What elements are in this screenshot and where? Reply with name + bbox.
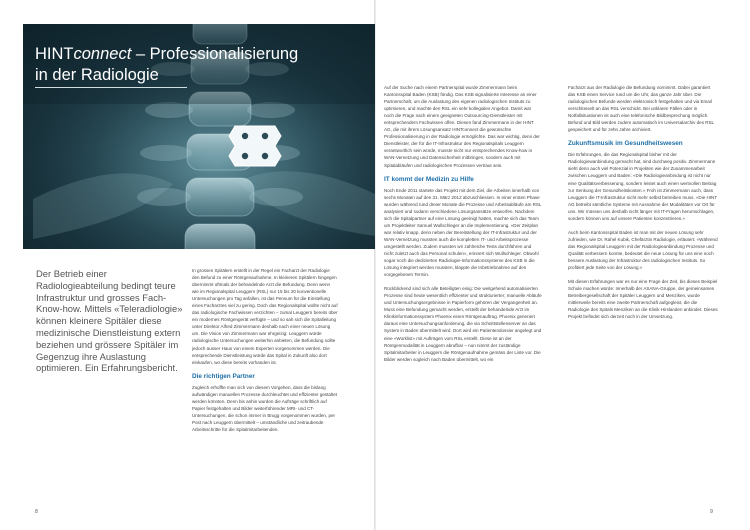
page-number-left: 8 xyxy=(35,509,38,515)
text-column-1 xyxy=(192,267,338,440)
paragraph: Facharzt aus der Radiologie die Befundung vornimmt. Dabei garantiert das KSB einen Service rund um die Uhr, das ganze Jahr über. Die radiologischen Befunde werden elektronisch festgehalten und via Email verschlüsselt an das RSL verschickt. Bei unklaren Fällen oder in Notfallsituationen ist auch eine telefonische Bildbesprechung möglich. Befund und Bild werden zudem automatisch im Universalarchiv des RSL gespeichert und für zehn Jahre archiviert. xyxy=(568,85,714,133)
title-line2: in der Radiologie xyxy=(35,66,159,84)
paragraph: Zugleich erhoffte man sich von diesem Vorgehen, dass die bislang aufwändigen manuellen Prozesse durchleuchtet und effizienter gestaltet werden könnten. Denn bis anhin wurden die Aufträge schriftlich auf Papier festgehalten und Bilder weiterführender MRI- und CT-Untersuchungen, die schon immer in Brugg vorgenommen wurden, per Post nach Leuggern übermittelt – umständliche und zeitraubende Arbeitsschritte für die Spitalmitarbeitenden. xyxy=(192,384,338,432)
title-brand-italic: connect xyxy=(73,45,132,63)
paragraph: Die Erfahrungen, die das Regionalspital bisher mit der Radiologiewanbindung gemacht hat, sind durchweg positiv. Zimmermann sieht denn auch viel Potenzial in Projekten wie der Zusammenarbeit zwischen Leuggern und Baden: «Die Radiologieanbindung ist nicht nur eine Qualitätsverbesserung, sondern leistet auch einen wertvollen Beitrag zur Senkung der Gesundheitskosten.» Froh ist Zimmermann auch, dass Leuggern die IT-Infrastruktur nicht mehr selbst betreiben muss. «Die HINT AG betreibt sämtliche Systeme mit Ausnahme der Modalitäten vor Ort für uns. Wir müssen uns deshalb nicht länger mit IT-Fragen herumschlagen, sondern können uns auf unsere Patienten konzentrieren.» xyxy=(568,152,718,221)
hero-image xyxy=(23,24,375,249)
article-title xyxy=(35,44,298,86)
subheading: IT kommt der Medizin zu Hilfe xyxy=(384,175,474,183)
paragraph: Mit diesen Erfahrungen war es nur eine Frage der Zeit, bis dieses Beispiel Schule machen würde: Innerhalb der ASANA-Gruppe, der gemeinsamen Betreibergesellschaft der Spitäler Leuggern und Menziken, wurde mittlerweile bereits eine zweite Partnerschaft aufgegleist, die die Radiologie des Spitals Menziken an die Klinik Hirslanden anbindet. Dieses Projekt befindet sich derzeit noch in der Umsetzung. xyxy=(568,279,718,320)
paragraph: Auf der Suche nach einem Partnerspital wurde Zimmermann beim Kantonsspital Baden (KSB) fündig. Das KSB signalisierte Interesse an einer Partnerschaft, um die Auslastung des eigenen radiologischen Instituts zu optimieren, und machte den RSL ein sehr kollegiales Angebot. Damit war noch die Frage nach einem geeigneten Outsourcing-Dienstleister mit entsprechendem Fachwissen offen. Diesen fand Zimmermann in der HINT AG, die mit ihrem Lösungsansatz HINTconnect die gewünschte Professionalisierung in der Radiologie ermöglichte. Das war wichtig, denn der Dienstleister, der für die IT-Infrastruktur des Regionalspitals Leuggern verantwortlich sein würde, musste nicht nur entsprechendes Know-how in WAN-Vernetzung und Datensicherheit mitbringen, sondern auch mit Spitalabläufen und radiologischen Prozessen vertraut sein. xyxy=(384,85,540,168)
text-column-2 xyxy=(384,84,542,370)
paragraph: Rückblickend sind sich alle Beteiligten einig: Die weitgehend automatisierten Prozesse sind heute wesentlich effizienter und strukturierter; manuelle Abläufe und Untersuchungsergebnisse in Papierform gehören der Vergangenheit an. Muss eine Befundung gemacht werden, erstellt der behandelnde Arzt im Klinikinformationssystem Phoenix einen Röntgenauftrag. Phoenix generiert daraus eine Untersuchungsanforderung, die via Schnittstellenserver an das System in Baden übermittelt wird. Dort wird ein Patientendossier angelegt und eine «Worklist» mit Aufträgen vom RSL erstellt. Diese ist an der Röntgenmodalität in Leuggern abrufbar – nun nimmt der zuständige Spitalmitarbeiter in Leuggern die Röntgenaufnahme gemäss der Liste vor. Die Bilder werden sogleich nach Baden übermittelt, wo ein xyxy=(384,286,542,362)
title-brand-plain: HINT xyxy=(35,45,74,63)
intro-lead: Der Betrieb einer Radiologieabteilung bedingt teure Infrastruktur und grosses Fach-Know-how. Mittels «Teleradiologie» können kleinere Spitäler diese medizinische Dienstleistung extern beziehen und grössere Spitäler im Gegenzug ihre Auslastung optimieren. Ein Erfahrungsbericht. xyxy=(36,268,183,374)
paragraph: Auch beim Kantonsspital Baden ist man mit der neuen Lösung sehr zufrieden, wie Dr. Rahel Kubik, Chefärztin Radiologie, erläutert: «Während das Regionalspital Leuggern mit der Radiologieanbindung Prozesse und Qualität verbessern konnte, bedeutet die neue Lösung für uns eine noch bessere Auslastung der Infrastruktur des radiologischen Instituts. So profitiert jede Seite von der Lösung.» xyxy=(568,229,718,271)
page-number-right: 9 xyxy=(710,509,713,515)
paragraph: In grossen Spitälern erstellt in der Regel ein Facharzt der Radiologie den Befund zu einer Röntgenaufnahme. In kleineren Spitälern hingegen übernimmt oftmals der behandelnde Arzt die Befundung. Denn wenn wie im Regionalspital Leuggern (RSL) nur 15 bis 20 konventionelle Untersuchungen pro Tag anfallen, ist das Pensum für die Einstellung eines Facharztes viel zu gering. Doch das Regionalspital wollte nicht auf das radiologische Fachwissen verzichten – zumal Leuggern bereits über ein modernes Röntgengerät verfügte – und so sah sich die Spitalleitung unter Direktor Alfred Zimmermann deshalb nach einer neuen Lösung um. Die Vision von Zimmermann war ehrgeizig: Leuggern würde radiologische Untersuchungen weiterhin anbieten, die Befundung sollte jedoch ausser Haus von einem Experten vorgenommen werden. Die entsprechende Dienstleistung würde das Spital in Zukunft also dort einkaufen, wo diese bereits vorhanden ist. xyxy=(192,268,338,365)
title-underline xyxy=(35,87,187,88)
paragraph: Noch Ende 2011 startete das Projekt mit dem Ziel, die Arbeiten innerhalb von sechs Monaten auf den 31. März 2012 abzuschliessen. In einer ersten Phase wurden während rund dreier Monate die Prozesse und Arbeitsabläufe am RSL analysiert und sodann verschiedene Lösungsansätze entworfen. Nachdem sich die Spitalpartner auf eine Lösung geeinigt hatten, machte sich das Team um Projektleiter Samuel Wullschleger an die Implementierung. «Der Zeitplan war relativ knapp, denn neben der Bereitstellung der IT-Infrastruktur und der WAN-Vernetzung mussten auch die kompletten IT- und Arbeitsprozesse umgestellt werden. Zudem mussten wir zahlreiche Tests durchführen und nicht zuletzt auch das Personal schulen», erinnert sich Wullschleger. Obwohl sogar noch die dedizierten Radiologie-Informationssysteme des KSB in die Lösung integriert werden mussten, klappte die Inbetriebnahme auf den vorgegebenen Termin. xyxy=(384,187,542,278)
implant-plate xyxy=(229,126,281,166)
text-column-3 xyxy=(568,84,718,327)
subheading: Die richtigen Partner xyxy=(192,372,255,380)
title-line1-rest: – Professionalisierung xyxy=(131,45,299,63)
subheading: Zukunftsmusik im Gesundheitswesen xyxy=(568,140,683,148)
